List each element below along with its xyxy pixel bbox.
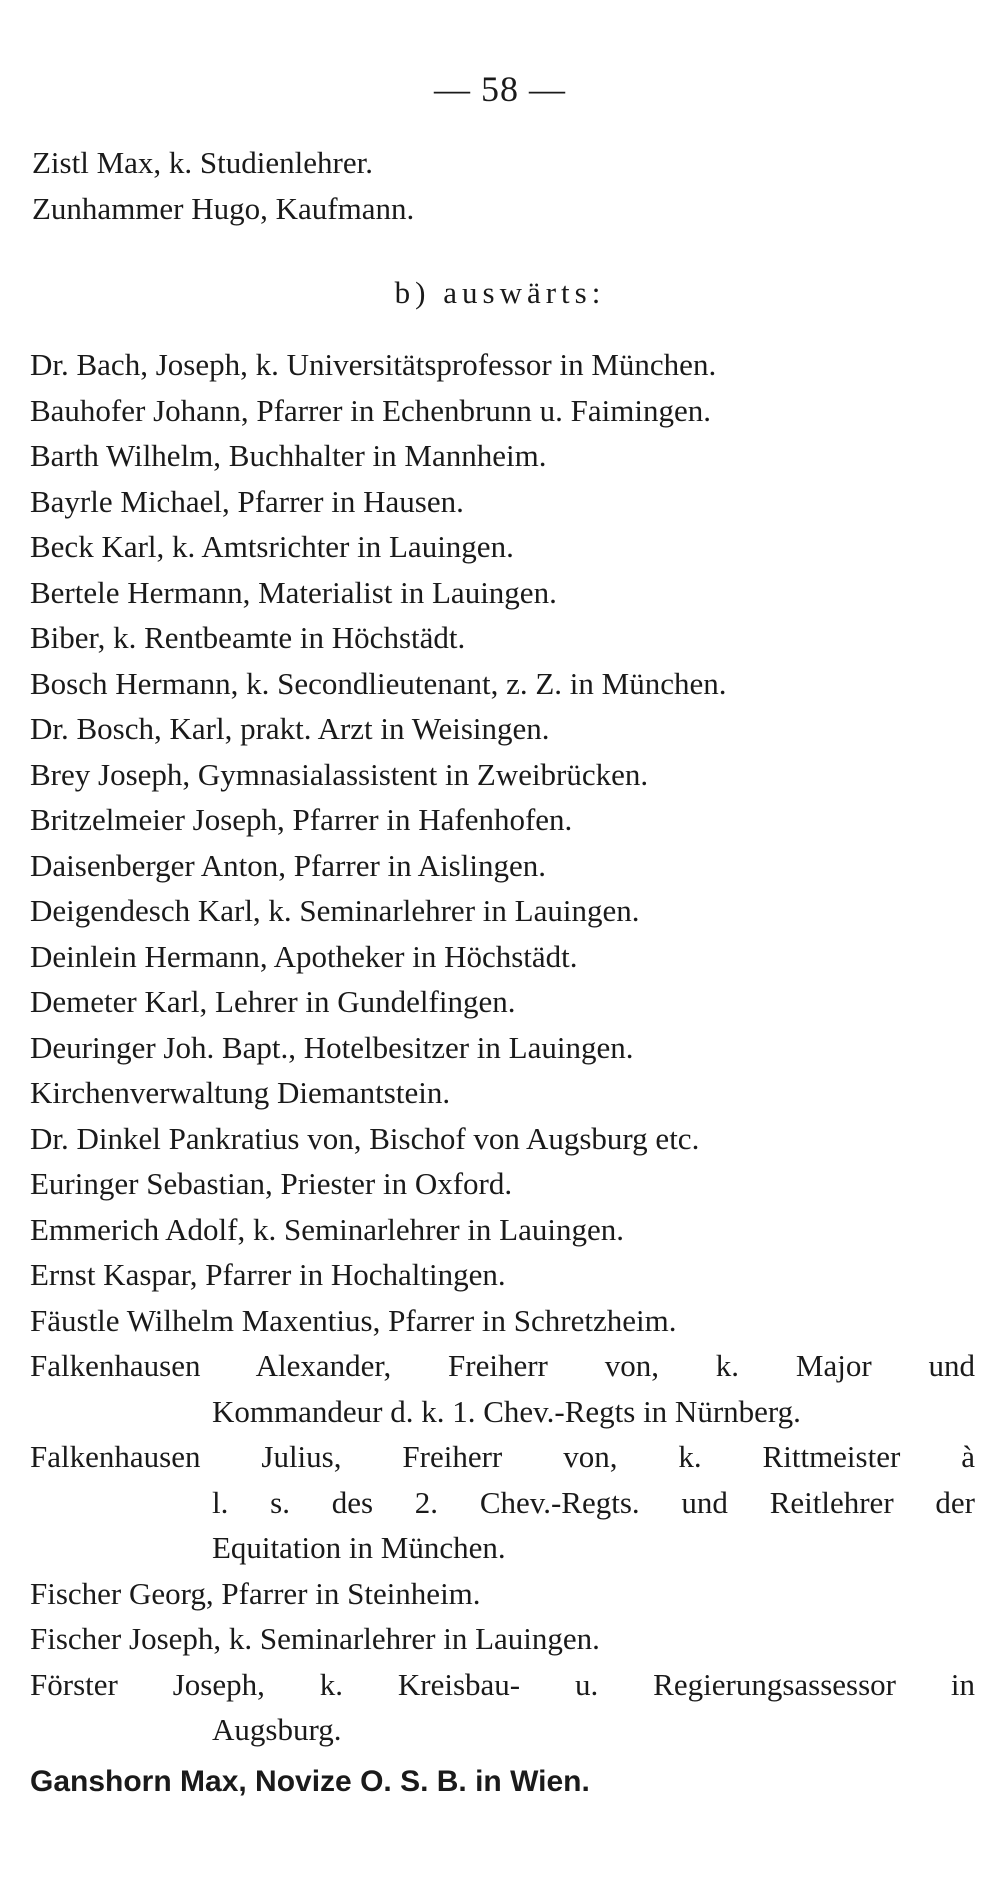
member-entry [30, 479, 975, 525]
section-heading: b) auswärts: [394, 275, 606, 310]
member-entry [30, 1759, 975, 1805]
member-entry [30, 752, 975, 798]
member-entry-line: Demeter Karl, Lehrer in Gundelfingen. [30, 984, 516, 1019]
member-entry-continuation: Kommandeur d. k. 1. Chev.-Regts in Nürnberg. [212, 1393, 801, 1429]
member-entry [30, 433, 975, 479]
member-entry-line: Ernst Kaspar, Pfarrer in Hochaltingen. [30, 1257, 506, 1292]
member-entry-line: Dr. Bosch, Karl, prakt. Arzt in Weisingen. [30, 711, 550, 746]
member-entry [30, 570, 975, 616]
page-number: — 58 — [434, 69, 566, 109]
member-entry-line: Brey Joseph, Gymnasialassistent in Zweibrücken. [30, 756, 649, 792]
member-entry-line: Bosch Hermann, k. Secondlieutenant, z. Z. in München. [30, 665, 727, 701]
member-entry-line: Falkenhausen Julius, Freiherr von, k. Rittmeister à [30, 1439, 975, 1474]
member-entry-line: Bauhofer Johann, Pfarrer in Echenbrunn u. Faimingen. [30, 392, 711, 428]
member-entry [30, 388, 975, 434]
local-member-entry: Zistl Max, k. Studienlehrer. [32, 145, 373, 180]
member-entry [30, 1434, 975, 1571]
member-entry-line: Euringer Sebastian, Priester in Oxford. [30, 1166, 513, 1201]
member-entry [30, 661, 975, 707]
member-entry [30, 1662, 975, 1753]
member-entry-line: Daisenberger Anton, Pfarrer in Aislingen. [30, 847, 546, 883]
member-entry [30, 888, 975, 934]
member-entry [30, 934, 975, 980]
member-entry [30, 1343, 975, 1434]
member-entry-line: Britzelmeier Joseph, Pfarrer in Hafenhofen. [30, 802, 573, 837]
member-entry-line: Beck Karl, k. Amtsrichter in Lauingen. [30, 529, 514, 564]
local-member-list [32, 140, 972, 232]
member-entry [30, 1070, 975, 1116]
member-entry-line: Biber, k. Rentbeamte in Höchstädt. [30, 620, 466, 655]
member-entry-continuation: l. s. des 2. Chev.-Regts. und Reitlehrer der [212, 1484, 975, 1520]
member-entry [30, 342, 975, 388]
member-entry-line: Dr. Bach, Joseph, k. Universitätsprofessor in München. [30, 347, 717, 382]
local-member-entry: Zunhammer Hugo, Kaufmann. [32, 191, 415, 226]
member-entry [30, 615, 975, 661]
member-entry [30, 1025, 975, 1071]
member-entry [30, 1252, 975, 1298]
member-entry [30, 843, 975, 889]
member-entry-line: Förster Joseph, k. Kreisbau- u. Regierungsassessor in [30, 1666, 975, 1702]
member-entry [30, 1161, 975, 1207]
member-entry-line: Dr. Dinkel Pankratius von, Bischof von Augsburg etc. [30, 1120, 700, 1156]
member-entry [30, 706, 975, 752]
member-entry-continuation: Equitation in München. [212, 1530, 506, 1565]
member-entry-line: Fischer Joseph, k. Seminarlehrer in Lauingen. [30, 1621, 600, 1656]
member-entry-line: Fäustle Wilhelm Maxentius, Pfarrer in Schretzheim. [30, 1302, 677, 1338]
member-entry-line: Bayrle Michael, Pfarrer in Hausen. [30, 483, 464, 519]
member-entry [30, 979, 975, 1025]
member-entry-line: Deinlein Hermann, Apotheker in Höchstädt. [30, 938, 578, 974]
member-entry-line: Ganshorn Max, Novize O. S. B. in Wien. [30, 1764, 590, 1798]
member-entry-line: Deigendesch Karl, k. Seminarlehrer in Lauingen. [30, 893, 640, 928]
member-entry-line: Fischer Georg, Pfarrer in Steinheim. [30, 1575, 481, 1611]
member-entry [30, 1298, 975, 1344]
member-entry-line: Deuringer Joh. Bapt., Hotelbesitzer in Lauingen. [30, 1029, 634, 1065]
member-entry-line: Barth Wilhelm, Buchhalter in Mannheim. [30, 438, 547, 473]
member-entry [30, 1616, 975, 1662]
member-entry [30, 1116, 975, 1162]
member-entry-line: Bertele Hermann, Materialist in Lauingen. [30, 574, 557, 610]
member-entry [30, 1207, 975, 1253]
member-entry [30, 524, 975, 570]
member-entry-continuation: Augsburg. [212, 1712, 342, 1747]
member-entry [30, 1571, 975, 1617]
member-entry [30, 797, 975, 843]
outside-member-list [30, 342, 975, 1804]
member-entry-line: Kirchenverwaltung Diemantstein. [30, 1075, 451, 1110]
member-entry-line: Emmerich Adolf, k. Seminarlehrer in Lauingen. [30, 1211, 624, 1247]
member-entry-line: Falkenhausen Alexander, Freiherr von, k. Major und [30, 1348, 975, 1383]
